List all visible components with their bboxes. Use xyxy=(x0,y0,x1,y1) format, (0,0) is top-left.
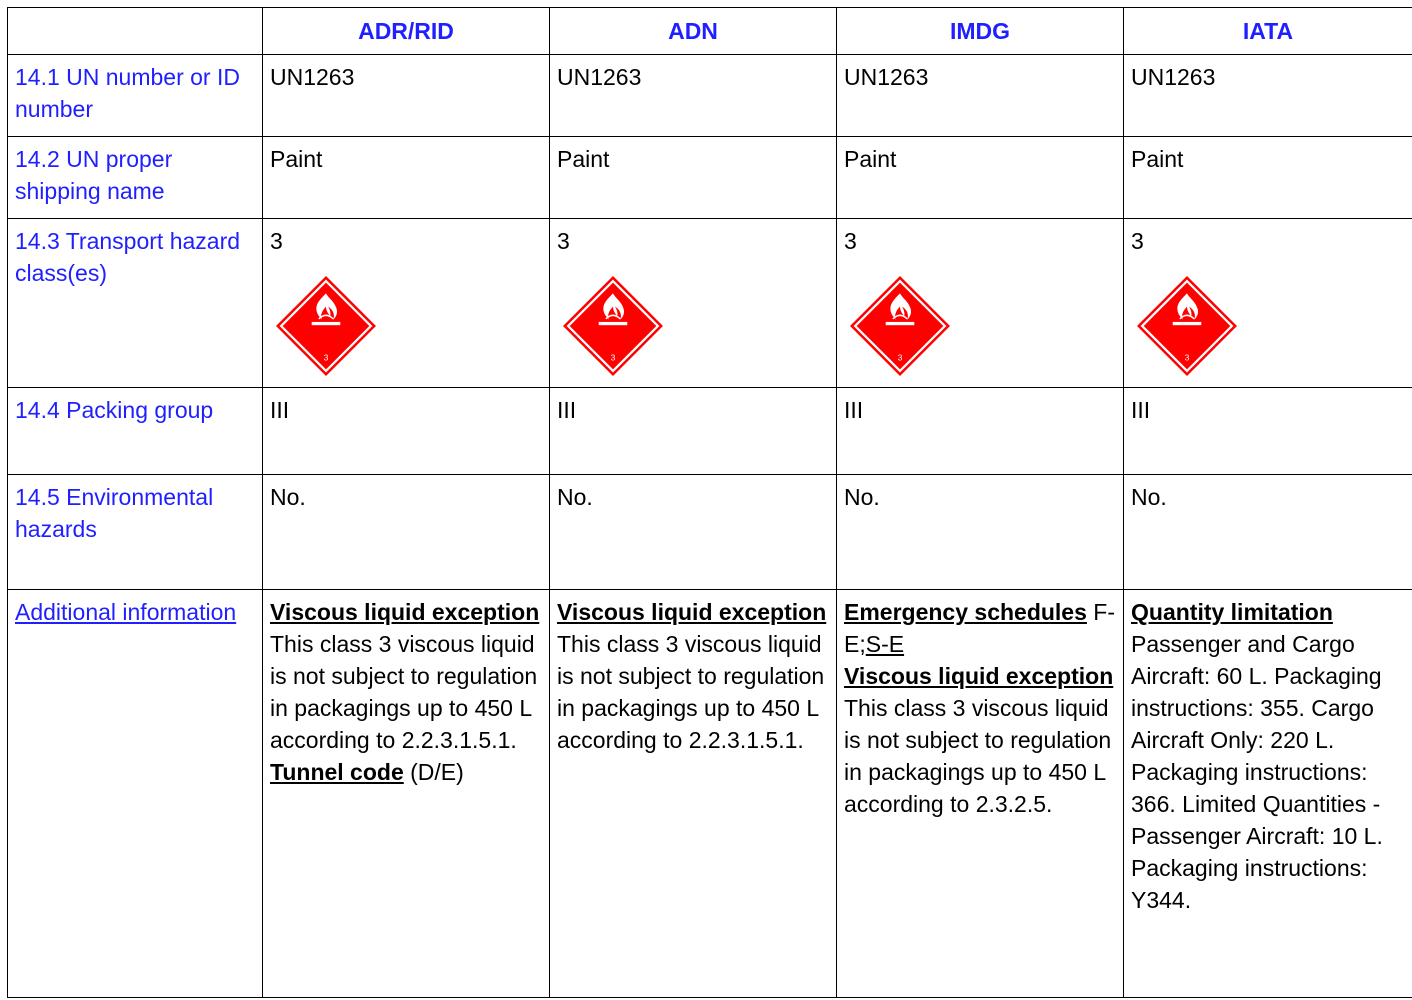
hazard-class-value: 3 xyxy=(844,228,857,254)
cell-adn-packing-group: III xyxy=(550,388,837,475)
row-hazard-class xyxy=(8,219,1412,388)
quantity-limitation-title: Quantity limitation xyxy=(1131,599,1333,625)
col-header-adn: ADN xyxy=(550,8,837,55)
col-header-adr-rid: ADR/RID xyxy=(263,8,550,55)
flammable-liquid-class-3-icon xyxy=(562,275,664,377)
cell-adr-hazard-class xyxy=(263,219,550,388)
row-un-number xyxy=(8,55,1412,137)
cell-adr-packing-group: III xyxy=(263,388,550,475)
row-label-packing-group: 14.4 Packing group xyxy=(8,388,263,475)
cell-iata-un-number: UN1263 xyxy=(1124,55,1412,137)
cell-adn-additional xyxy=(550,590,837,998)
cell-adr-un-number: UN1263 xyxy=(263,55,550,137)
row-additional-info xyxy=(8,590,1412,998)
flammable-liquid-class-3-icon xyxy=(275,275,377,377)
header-corner xyxy=(8,8,263,55)
emergency-schedule-se: S-E xyxy=(865,631,905,657)
hazard-class-value: 3 xyxy=(557,228,570,254)
row-shipping-name xyxy=(8,137,1412,219)
svg-text:3: 3 xyxy=(323,353,329,363)
emergency-schedules-title: Emergency schedules xyxy=(844,599,1087,625)
viscous-exception-title: Viscous liquid exception xyxy=(844,663,1114,689)
cell-iata-hazard-class xyxy=(1124,219,1412,388)
cell-iata-env-hazards: No. xyxy=(1124,475,1412,590)
viscous-exception-text: This class 3 viscous liquid is not subject to regulation in packagings up to 450 L according to 2.2.3.1.5.1. xyxy=(270,631,538,753)
cell-iata-packing-group: III xyxy=(1124,388,1412,475)
cell-adn-shipping-name: Paint xyxy=(550,137,837,219)
cell-iata-additional xyxy=(1124,590,1412,998)
cell-imdg-additional xyxy=(837,590,1124,998)
cell-adr-additional xyxy=(263,590,550,998)
viscous-exception-title: Viscous liquid exception xyxy=(270,599,540,625)
svg-text:3: 3 xyxy=(897,353,903,363)
cell-imdg-shipping-name: Paint xyxy=(837,137,1124,219)
flammable-liquid-class-3-icon xyxy=(849,275,951,377)
col-header-iata: IATA xyxy=(1124,8,1412,55)
row-label-shipping-name: 14.2 UN proper shipping name xyxy=(8,137,263,219)
row-label-un-number: 14.1 UN number or ID number xyxy=(8,55,263,137)
cell-adr-shipping-name: Paint xyxy=(263,137,550,219)
tunnel-code-title: Tunnel code xyxy=(270,759,404,785)
cell-imdg-un-number: UN1263 xyxy=(837,55,1124,137)
hazard-class-value: 3 xyxy=(1131,228,1144,254)
cell-imdg-hazard-class xyxy=(837,219,1124,388)
table-header-row xyxy=(8,8,1412,55)
tunnel-code-value: (D/E) xyxy=(403,759,464,785)
row-label-hazard-class: 14.3 Transport hazard class(es) xyxy=(8,219,263,388)
row-packing-group xyxy=(8,388,1412,475)
additional-info-link[interactable]: Additional information xyxy=(8,590,263,998)
flammable-liquid-class-3-icon xyxy=(1136,275,1238,377)
cell-adn-un-number: UN1263 xyxy=(550,55,837,137)
emergency-schedule-fe: F-E; xyxy=(844,599,1116,657)
viscous-exception-text: This class 3 viscous liquid is not subject to regulation in packagings up to 450 L according to 2.3.2.5. xyxy=(844,695,1112,817)
viscous-exception-text: This class 3 viscous liquid is not subject to regulation in packagings up to 450 L according to 2.2.3.1.5.1. xyxy=(557,631,825,753)
transport-info-table xyxy=(7,7,1412,998)
cell-imdg-packing-group: III xyxy=(837,388,1124,475)
quantity-limitation-text: Passenger and Cargo Aircraft: 60 L. Packaging instructions: 355. Cargo Aircraft Only: 220 L. Packaging instructions: 366. Limited Quantities - Passenger Aircraft: 10 L. Packaging instructions: Y344. xyxy=(1131,631,1383,913)
svg-text:3: 3 xyxy=(610,353,616,363)
cell-imdg-env-hazards: No. xyxy=(837,475,1124,590)
cell-adr-env-hazards: No. xyxy=(263,475,550,590)
viscous-exception-title: Viscous liquid exception xyxy=(557,599,827,625)
col-header-imdg: IMDG xyxy=(837,8,1124,55)
cell-iata-shipping-name: Paint xyxy=(1124,137,1412,219)
hazard-class-value: 3 xyxy=(270,228,283,254)
cell-adn-hazard-class xyxy=(550,219,837,388)
cell-adn-env-hazards: No. xyxy=(550,475,837,590)
svg-text:3: 3 xyxy=(1184,353,1190,363)
row-label-env-hazards: 14.5 Environmental hazards xyxy=(8,475,263,590)
row-env-hazards xyxy=(8,475,1412,590)
